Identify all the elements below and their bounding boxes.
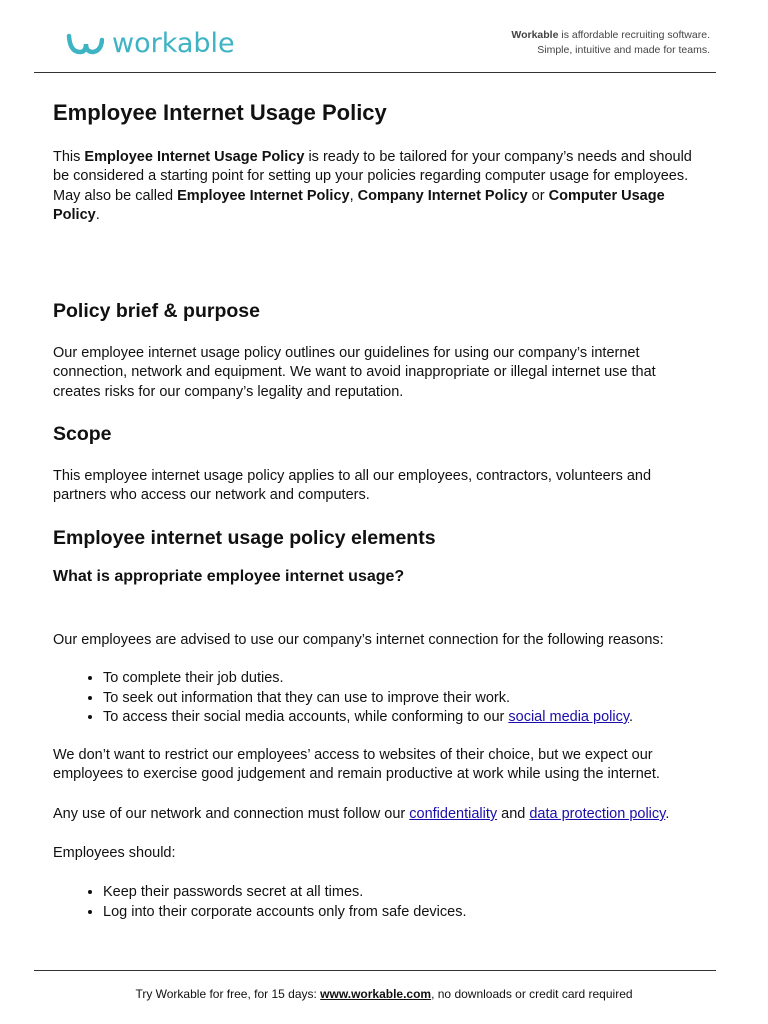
reasons-intro: Our employees are advised to use our company’s internet connection for the following reasons: bbox=[53, 632, 664, 648]
footer-divider bbox=[34, 970, 716, 971]
list-item: • Keep their passwords secret at all times. bbox=[103, 883, 753, 903]
list-item: • Log into their corporate accounts only from safe devices. bbox=[103, 903, 753, 923]
data-protection-policy-link[interactable]: data protection policy bbox=[529, 806, 666, 822]
list-item: • To complete their job duties. bbox=[103, 669, 753, 689]
tagline-line2: Simple, intuitive and made for teams. bbox=[537, 44, 710, 56]
network-paragraph: Any use of our network and connection must follow our confidentiality and data protection policy. bbox=[53, 806, 670, 822]
intro-paragraph: This Employee Internet Usage Policy is ready to be tailored for your company’s needs and should be considered a starting point for setting up your policies regarding computer usage for employees. May also be called Employee Internet Policy, Company Internet Policy or Computer Usage Policy. bbox=[53, 149, 692, 224]
social-media-policy-link[interactable]: social media policy bbox=[508, 709, 630, 725]
logo-text: workable bbox=[112, 28, 235, 59]
should-intro: Employees should: bbox=[53, 845, 176, 861]
workable-logo-icon bbox=[66, 32, 104, 56]
list-item: • To seek out information that they can use to improve their work. bbox=[103, 689, 753, 709]
tagline-brand: Workable bbox=[511, 29, 559, 41]
brief-heading: Policy brief & purpose bbox=[53, 300, 260, 322]
reasons-list bbox=[53, 669, 753, 728]
brief-paragraph: Our employee internet usage policy outlines our guidelines for using our company’s internet connection, network and equipment. We want to avoid inappropriate or illegal internet use that creates risks for our company’s legality and reputation. bbox=[53, 345, 656, 400]
restrict-paragraph: We don’t want to restrict our employees’ access to websites of their choice, but we expect our employees to exercise good judgement and remain productive at work while using the internet. bbox=[53, 747, 660, 783]
should-list bbox=[53, 883, 753, 922]
workable-logo bbox=[66, 28, 235, 59]
tagline bbox=[511, 28, 710, 58]
workable-link[interactable]: www.workable.com bbox=[320, 987, 432, 1001]
confidentiality-link[interactable]: confidentiality bbox=[409, 806, 498, 822]
list-item: • To access their social media accounts, while conforming to our social media policy. bbox=[103, 708, 753, 728]
footer: Try Workable for free, for 15 days: www.workable.com, no downloads or credit card required bbox=[135, 987, 633, 1001]
elements-heading: Employee internet usage policy elements bbox=[53, 527, 436, 549]
scope-heading: Scope bbox=[53, 423, 112, 445]
page-title: Employee Internet Usage Policy bbox=[53, 100, 387, 125]
appropriate-usage-heading: What is appropriate employee internet usage? bbox=[53, 568, 405, 585]
header-divider bbox=[34, 72, 716, 73]
scope-paragraph: This employee internet usage policy applies to all our employees, contractors, volunteers and partners who access our network and computers. bbox=[53, 468, 652, 504]
tagline-line1: is affordable recruiting software. bbox=[558, 29, 710, 41]
